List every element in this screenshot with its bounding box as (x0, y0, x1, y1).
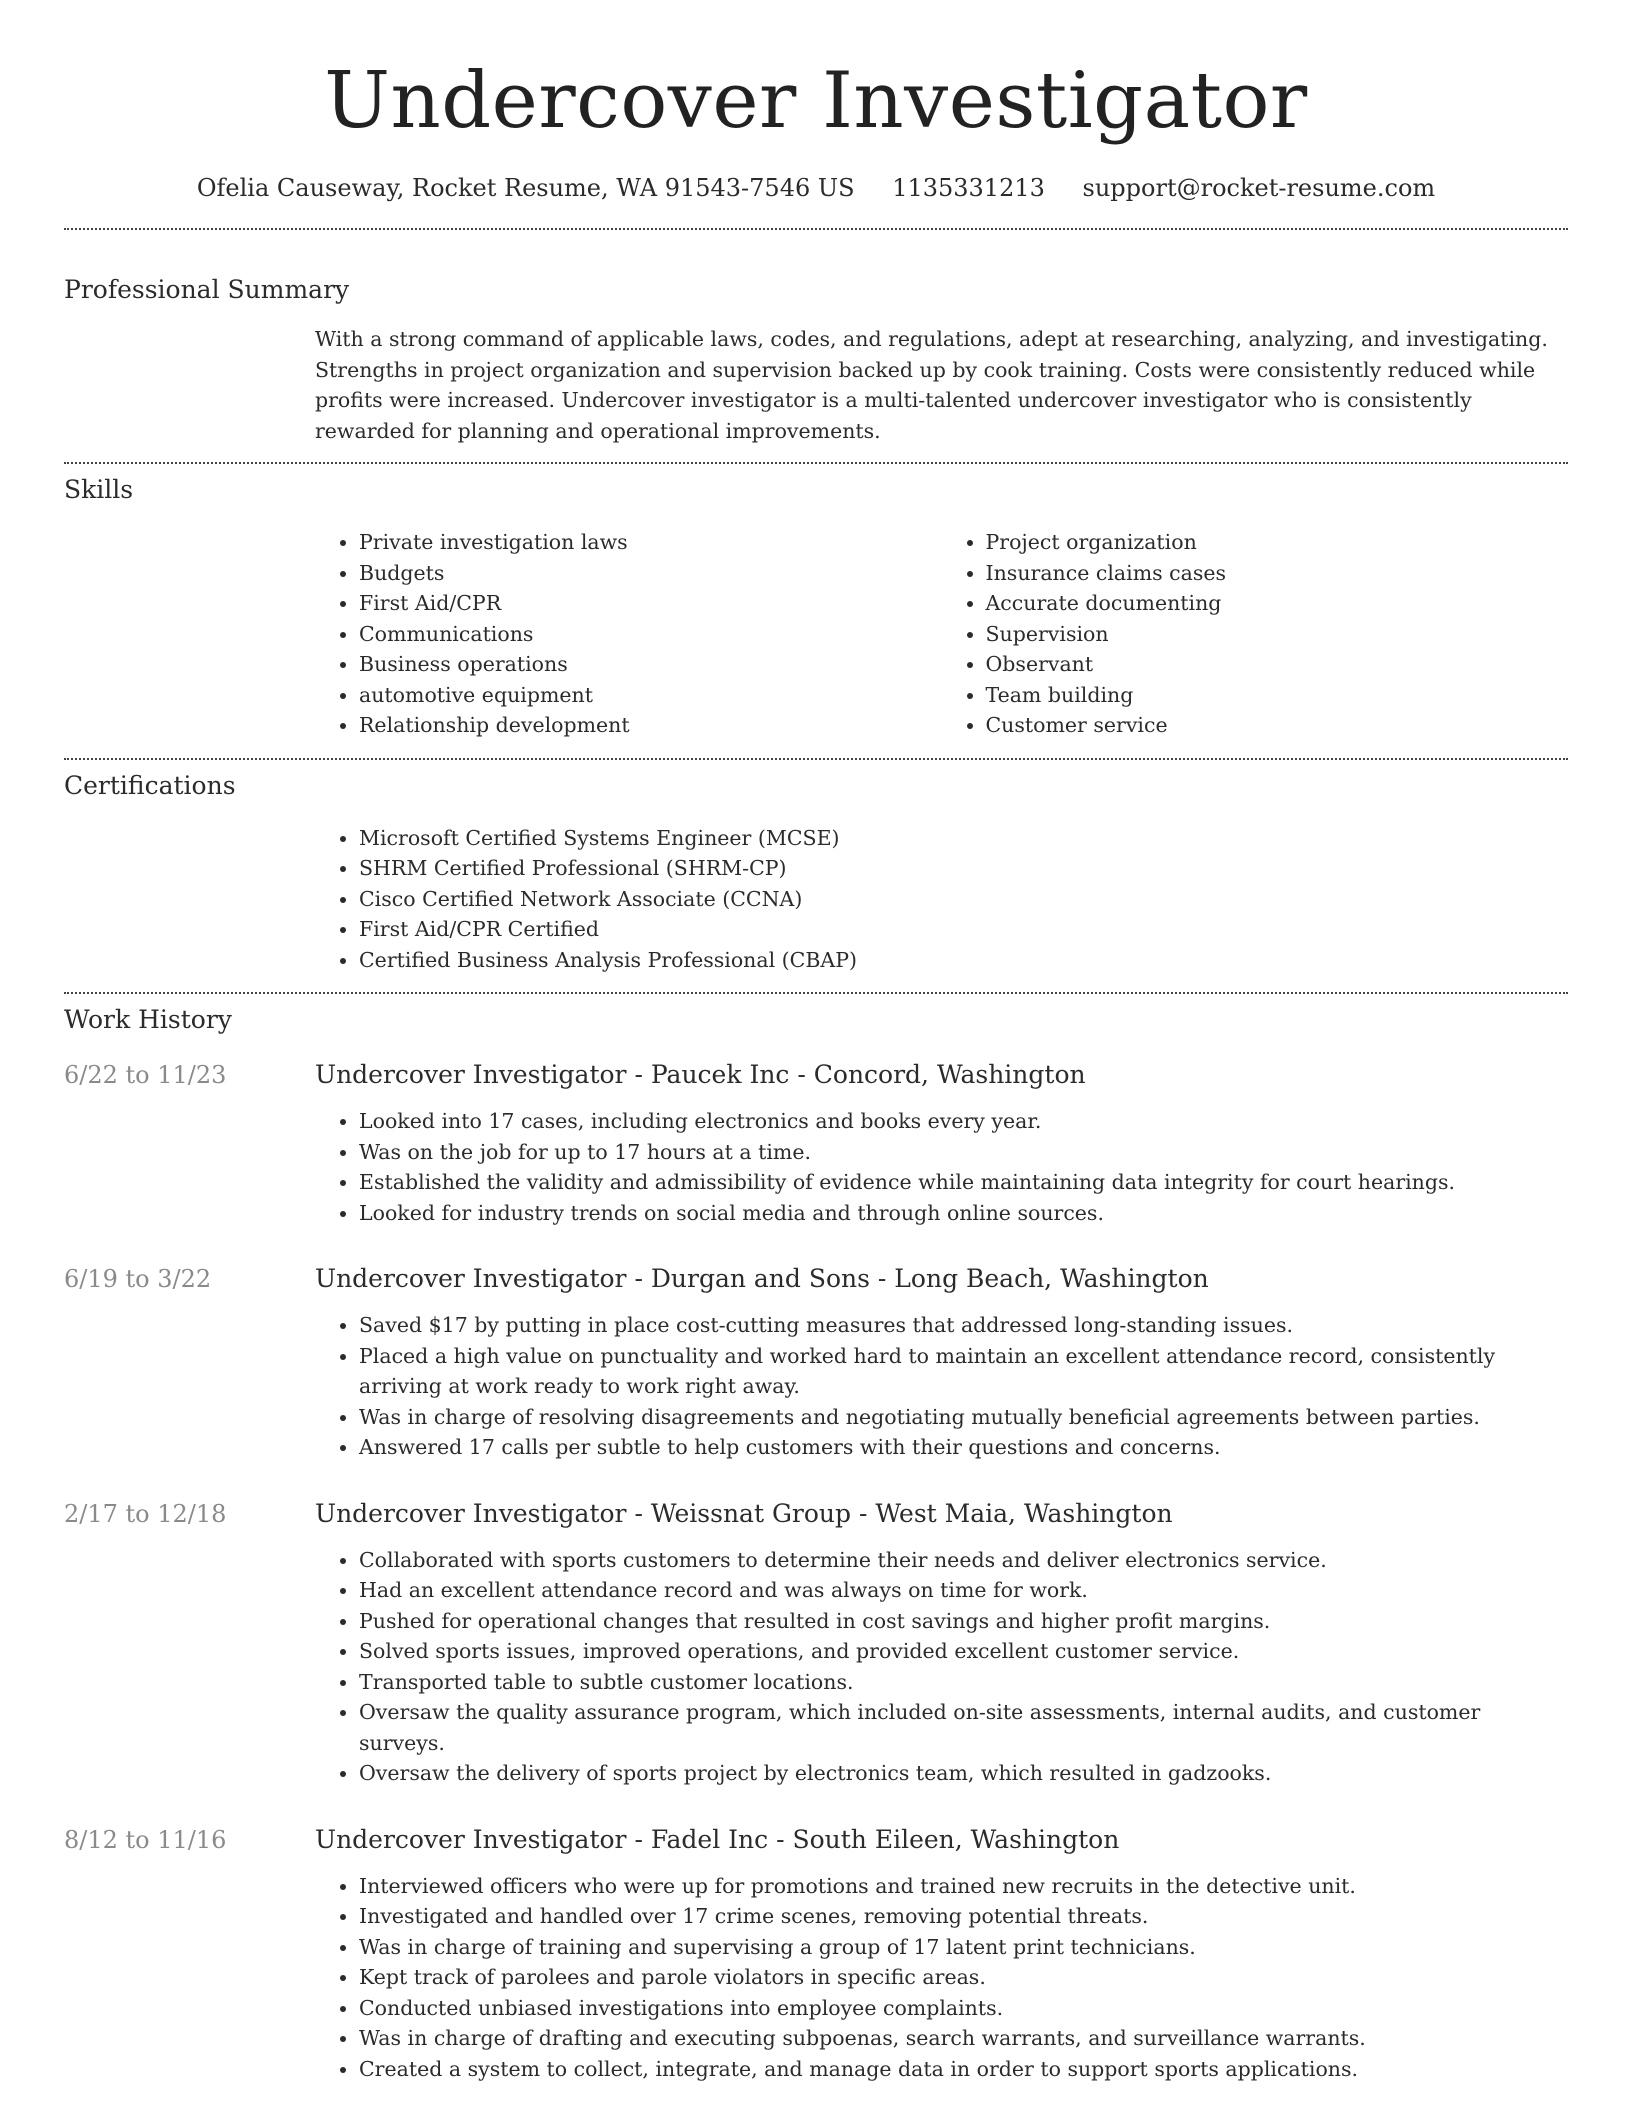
skills-columns (315, 527, 1568, 741)
job-bullet: • Established the validity and admissibility of evidence while maintaining data integrity for court hearings. (359, 1167, 1568, 1198)
skill-item: • Customer service (986, 710, 1569, 741)
skill-item: • Relationship development (359, 710, 942, 741)
job-title: Undercover Investigator - Durgan and Sons - Long Beach, Washington (315, 1264, 1209, 1293)
skill-item: • Communications (359, 619, 942, 650)
job-bullet: • Oversaw the quality assurance program, which included on-site assessments, internal audits, and customer surveys. (359, 1697, 1568, 1758)
job-bullet: • Looked for industry trends on social media and through online sources. (359, 1198, 1568, 1229)
job-bullets (315, 1310, 1568, 1463)
job-entry (64, 1497, 1568, 1789)
job-bullet: • Kept track of parolees and parole violators in specific areas. (359, 1962, 1568, 1993)
section-title-summary: Professional Summary (64, 275, 350, 304)
skills-section (64, 464, 1568, 741)
certification-item: • Microsoft Certified Systems Engineer (MCSE) (359, 823, 1568, 854)
job-bullet: • Created a system to collect, integrate, and manage data in order to support sports applications. (359, 2054, 1568, 2085)
skill-item: • automotive equipment (359, 680, 942, 711)
skill-item: • Project organization (986, 527, 1569, 558)
job-bullet: • Collaborated with sports customers to determine their needs and deliver electronics service. (359, 1545, 1568, 1576)
job-dates: 2/17 to 12/18 (64, 1499, 227, 1528)
skill-item: • Accurate documenting (986, 588, 1569, 619)
job-entry (64, 1058, 1568, 1228)
skill-item: • First Aid/CPR (359, 588, 942, 619)
job-bullets (315, 1545, 1568, 1789)
certification-item: • SHRM Certified Professional (SHRM-CP) (359, 853, 1568, 884)
skill-item: • Observant (986, 649, 1569, 680)
section-title-work-history: Work History (64, 1005, 232, 1034)
job-bullet: • Placed a high value on punctuality and worked hard to maintain an excellent attendance record, consistently arriving at work ready to work right away. (359, 1341, 1568, 1402)
certification-item: • Cisco Certified Network Associate (CCNA) (359, 884, 1568, 915)
job-details (315, 1058, 1568, 1228)
contact-email: support@rocket-resume.com (1082, 174, 1436, 202)
job-bullet: • Conducted unbiased investigations into employee complaints. (359, 1993, 1568, 2024)
job-title: Undercover Investigator - Paucek Inc - Concord, Washington (315, 1060, 1086, 1089)
job-title: Undercover Investigator - Weissnat Group - West Maia, Washington (315, 1498, 1173, 1528)
skills-list-left (315, 527, 942, 741)
skill-item: • Private investigation laws (359, 527, 942, 558)
summary-body (315, 324, 1568, 446)
job-bullet: • Solved sports issues, improved operations, and provided excellent customer service. (359, 1636, 1568, 1667)
section-title-certifications: Certifications (64, 770, 236, 800)
job-bullet: • Was in charge of training and supervising a group of 17 latent print technicians. (359, 1932, 1568, 1963)
certification-item: • First Aid/CPR Certified (359, 914, 1568, 945)
job-bullet: • Saved $17 by putting in place cost-cutting measures that addressed long-standing issues. (359, 1310, 1568, 1341)
contact-line (64, 172, 1568, 204)
job-bullets (315, 1106, 1568, 1228)
skill-item: • Budgets (359, 558, 942, 589)
job-details (315, 1497, 1568, 1789)
section-title-skills: Skills (64, 475, 134, 504)
job-bullet: • Looked into 17 cases, including electronics and books every year. (359, 1106, 1568, 1137)
job-entry (64, 1262, 1568, 1463)
certifications-list (315, 823, 1568, 976)
job-bullet: • Transported table to subtle customer locations. (359, 1667, 1568, 1698)
skills-list-right (942, 527, 1569, 741)
job-bullet: • Investigated and handled over 17 crime scenes, removing potential threats. (359, 1901, 1568, 1932)
skill-item: • Supervision (986, 619, 1569, 650)
certifications-section (64, 760, 1568, 976)
contact-address: Ofelia Causeway, Rocket Resume, WA 91543-7546 US (196, 174, 855, 202)
job-bullet: • Was in charge of drafting and executing subpoenas, search warrants, and surveillance warrants. (359, 2023, 1568, 2054)
skill-item: • Business operations (359, 649, 942, 680)
skill-item: • Insurance claims cases (986, 558, 1569, 589)
job-bullet: • Interviewed officers who were up for promotions and trained new recruits in the detective unit. (359, 1871, 1568, 1902)
work-history-section (64, 994, 1568, 2084)
job-title: Undercover Investigator - Fadel Inc - South Eileen, Washington (315, 1824, 1120, 1854)
job-dates: 6/22 to 11/23 (64, 1061, 227, 1089)
certification-item: • Certified Business Analysis Professional (CBAP) (359, 945, 1568, 976)
skill-item: • Team building (986, 680, 1569, 711)
summary-text: With a strong command of applicable laws, codes, and regulations, adept at researching, analyzing, and investigating. Strengths in project organization and supervision backed up by cook training. Costs were consistently reduced while profits were increased. Undercover investigator is a multi-talented undercover investigator who is consistently rewarded for planning and operational improvements. (315, 327, 1548, 443)
job-bullet: • Pushed for operational changes that resulted in cost savings and higher profit margins. (359, 1606, 1568, 1637)
job-bullet: • Oversaw the delivery of sports project by electronics team, which resulted in gadzooks. (359, 1758, 1568, 1789)
summary-section (64, 230, 1568, 446)
job-bullet: • Had an excellent attendance record and was always on time for work. (359, 1575, 1568, 1606)
job-entry (64, 1823, 1568, 2085)
contact-phone: 1135331213 (892, 174, 1045, 202)
certifications-body (315, 823, 1568, 976)
job-details (315, 1823, 1568, 2085)
job-bullet: • Was on the job for up to 17 hours at a time. (359, 1137, 1568, 1168)
job-dates: 8/12 to 11/16 (64, 1825, 227, 1854)
job-bullets (315, 1871, 1568, 2085)
candidate-name: Undercover Investigator (324, 56, 1308, 146)
job-bullet: • Answered 17 calls per subtle to help customers with their questions and concerns. (359, 1432, 1568, 1463)
job-bullet: • Was in charge of resolving disagreements and negotiating mutually beneficial agreements between parties. (359, 1402, 1568, 1433)
job-dates: 6/19 to 3/22 (64, 1265, 212, 1293)
job-details (315, 1262, 1568, 1463)
